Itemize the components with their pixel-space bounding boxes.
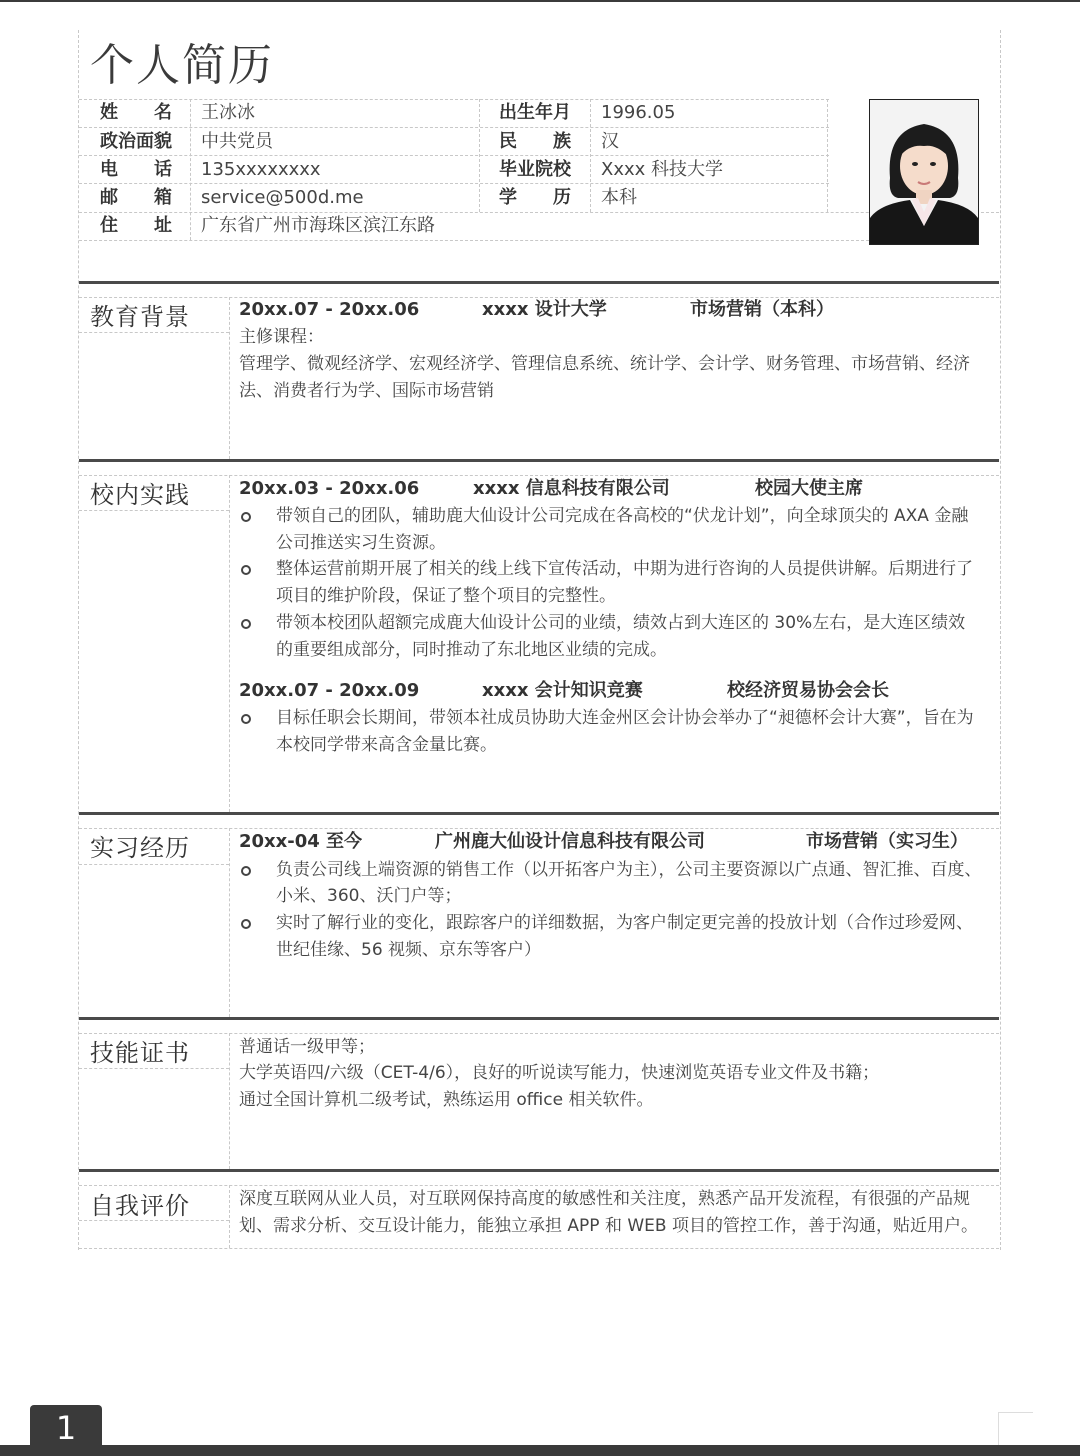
bullet-text: 项目的维护阶段，保证了整个项目的完整性。 [276, 586, 616, 606]
table-line [479, 99, 480, 212]
section-title-campus: 校内实践 [90, 481, 190, 509]
section-divider [79, 459, 999, 462]
self-eval-line: 深度互联网从业人员，对互联网保持高度的敏感性和关注度，熟悉产品开发流程，有很强的产品规 [239, 1189, 970, 1209]
school-value: Xxxx 科技大学 [601, 159, 724, 180]
bullet-text: 本校同学带来高含金量比赛。 [276, 735, 497, 755]
bullet-text: 带领本校团队超额完成鹿大仙设计公司的业绩，绩效占到大连区的 30%左右，是大连区绩效 [276, 613, 966, 633]
address-value: 广东省广州市海珠区滨江东路 [201, 215, 435, 236]
campus-job2-role: 校经济贸易协会会长 [727, 680, 889, 701]
campus-job1-org: xxxx 信息科技有限公司 [473, 478, 670, 499]
table-line [827, 99, 828, 212]
edu-period: 20xx.07 - 20xx.06 [239, 299, 420, 320]
section-line [229, 297, 230, 459]
edu-courses-line: 管理学、微观经济学、宏观经济学、管理信息系统、统计学、会计学、财务管理、市场营销、经济 [239, 354, 970, 374]
bottom-bar [0, 1445, 1080, 1456]
bullet-text: 小米、360、沃门户等； [276, 886, 462, 906]
bullet-text: 的重要组成部分，同时推动了东北地区业绩的完成。 [276, 640, 667, 660]
birth-label: 出生年月 [499, 102, 571, 123]
campus-job1-role: 校园大使主席 [755, 478, 863, 499]
top-border [0, 0, 1080, 2]
section-line [79, 1248, 999, 1249]
bullet-text: 公司推送实习生资源。 [276, 533, 446, 553]
bullet-text: 世纪佳缘、56 视频、京东等客户） [276, 940, 542, 960]
bullet-icon [241, 714, 251, 724]
skill-line: 普通话一级甲等； [239, 1037, 375, 1057]
bullet-icon [241, 619, 251, 629]
bullet-icon [241, 565, 251, 575]
degree-label: 学历 [499, 187, 571, 208]
section-line [229, 1033, 230, 1169]
bullet-icon [241, 866, 251, 876]
ethnic-value: 汉 [601, 131, 619, 152]
skill-line: 大学英语四/六级（CET-4/6），良好的听说读写能力，快速浏览英语专业文件及书籍； [239, 1063, 880, 1083]
edu-courses-line: 法、消费者行为学、国际市场营销 [239, 381, 494, 401]
section-divider [79, 1017, 999, 1020]
profile-photo [869, 99, 979, 245]
name-value: 王冰冰 [201, 102, 255, 123]
edu-major: 市场营销（本科） [690, 299, 834, 320]
section-title-intern: 实习经历 [90, 834, 190, 862]
section-divider [79, 812, 999, 815]
bullet-text: 整体运营前期开展了相关的线上线下宣传活动，中期为进行咨询的人员提供讲解。后期进行了 [276, 559, 973, 579]
campus-job2-period: 20xx.07 - 20xx.09 [239, 680, 420, 701]
bullet-text: 负责公司线上端资源的销售工作（以开拓客户为主），公司主要资源以广点通、智汇推、百度、 [276, 860, 982, 880]
school-label: 毕业院校 [499, 159, 571, 180]
section-title-skills: 技能证书 [90, 1039, 190, 1067]
table-line [79, 240, 869, 241]
self-eval-line: 划、需求分析、交互设计能力，能独立承担 APP 和 WEB 项目的管控工作，善于沟通，贴近用户。 [239, 1216, 978, 1236]
intern-role: 市场营销（实习生） [806, 831, 968, 852]
table-line [79, 99, 829, 100]
politics-label: 政治面貌 [100, 131, 172, 152]
section-line [229, 1185, 230, 1248]
bullet-text: 目标任职会长期间，带领本社成员协助大连金州区会计协会举办了“昶德杯会计大赛”，旨在为 [276, 708, 974, 728]
bullet-icon [241, 512, 251, 522]
email-value: service@500d.me [201, 187, 364, 208]
birth-value: 1996.05 [601, 102, 676, 123]
section-line [229, 475, 230, 812]
intern-period: 20xx-04 至今 [239, 831, 363, 852]
address-label: 住址 [100, 215, 172, 236]
table-line [79, 127, 829, 128]
edu-courses-label: 主修课程： [239, 327, 324, 347]
table-line [190, 99, 191, 240]
phone-value: 135xxxxxxxx [201, 159, 321, 180]
bullet-icon [241, 919, 251, 929]
intern-org: 广州鹿大仙设计信息科技有限公司 [435, 831, 705, 852]
ethnic-label: 民族 [499, 131, 571, 152]
page-corner [998, 1412, 1033, 1447]
campus-job1-period: 20xx.03 - 20xx.06 [239, 478, 420, 499]
section-title-education: 教育背景 [90, 303, 190, 331]
section-line [229, 828, 230, 1017]
bullet-text: 带领自己的团队，辅助鹿大仙设计公司完成在各高校的“伏龙计划”，向全球顶尖的 AXA 金融 [276, 506, 969, 526]
portrait-image [870, 100, 978, 244]
skill-line: 通过全国计算机二级考试，熟练运用 office 相关软件。 [239, 1090, 654, 1110]
section-divider [79, 281, 999, 284]
email-label: 邮箱 [100, 187, 172, 208]
section-line [79, 1033, 999, 1034]
phone-label: 电话 [100, 159, 172, 180]
table-line [590, 99, 591, 212]
page-title: 个人简历 [90, 40, 274, 91]
degree-value: 本科 [601, 187, 637, 208]
section-divider [79, 1169, 999, 1172]
section-title-self: 自我评价 [90, 1192, 190, 1220]
bullet-text: 实时了解行业的变化，跟踪客户的详细数据，为客户制定更完善的投放计划（合作过珍爱网、 [276, 913, 973, 933]
campus-job2-org: xxxx 会计知识竞赛 [482, 680, 643, 701]
edu-school: xxxx 设计大学 [482, 299, 607, 320]
politics-value: 中共党员 [201, 131, 273, 152]
name-label: 姓名 [100, 102, 172, 123]
page-number-badge[interactable]: 1 [30, 1405, 102, 1456]
